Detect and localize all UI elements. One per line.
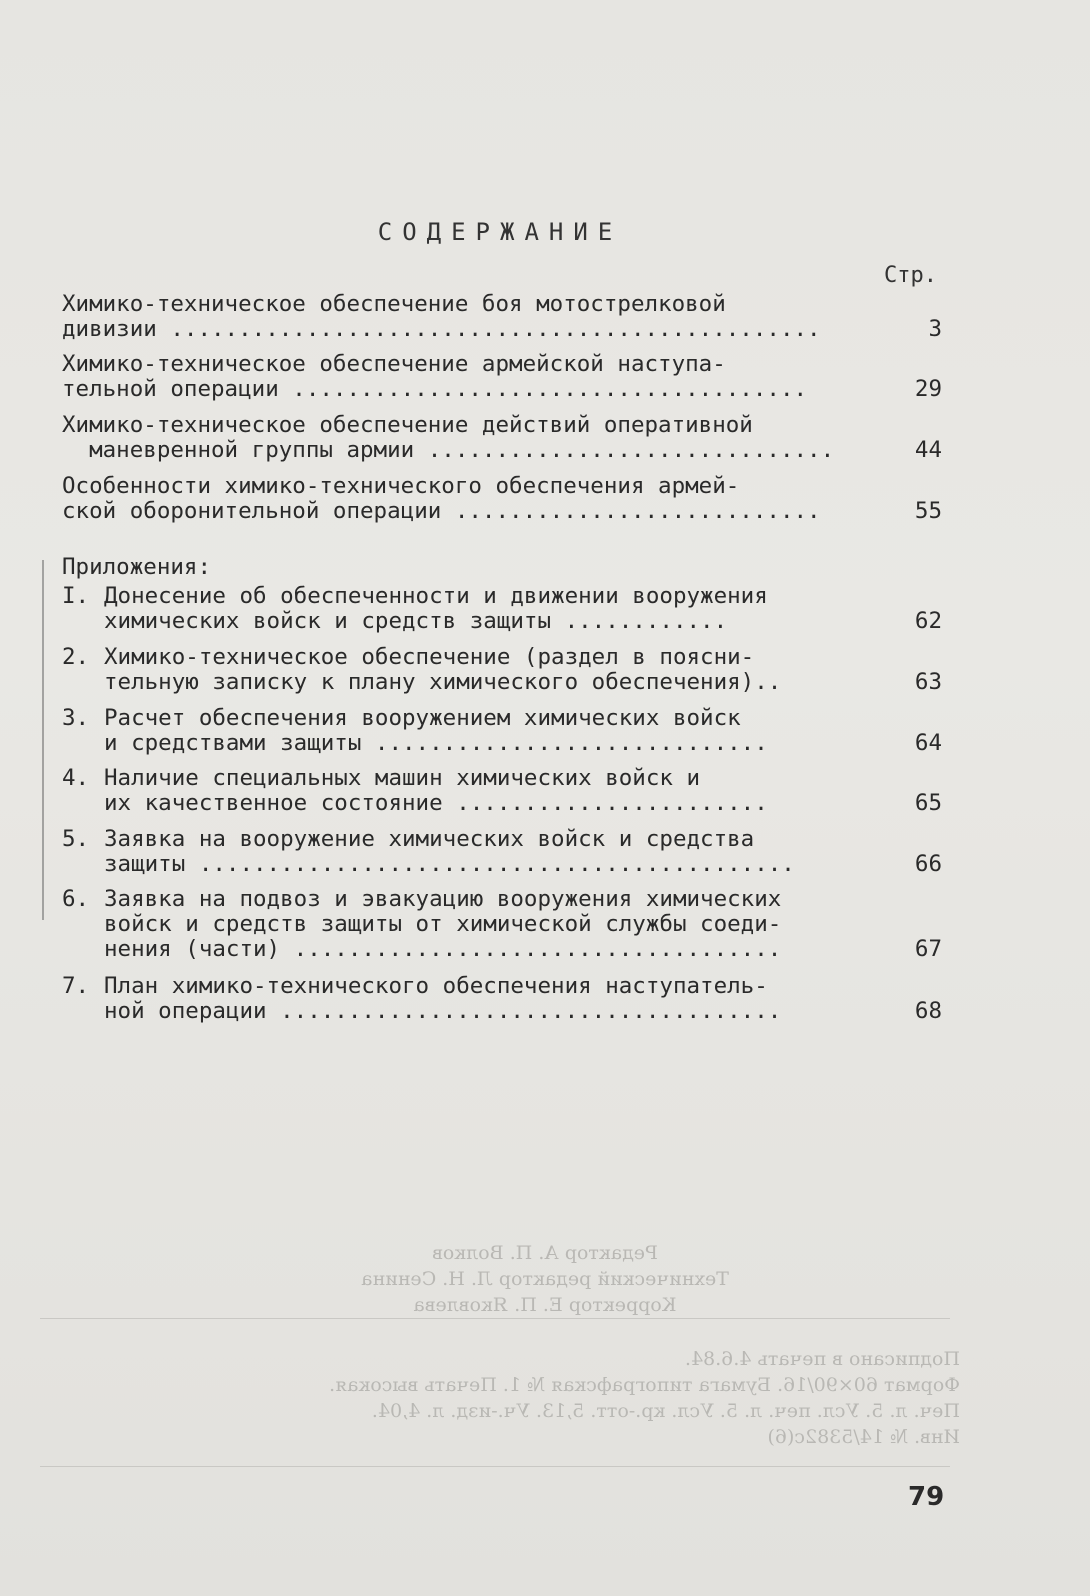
margin-pencil-line [42, 560, 44, 920]
appendix-entry[interactable] [62, 827, 942, 877]
appendix-heading: Приложения: [62, 554, 212, 580]
appendix-entry[interactable] [62, 645, 942, 695]
appendix-page: 62 [914, 608, 942, 634]
appendix-line: тельную записку к плану химического обеспечения).. [104, 669, 782, 695]
appendix-number: 2. [62, 644, 90, 670]
appendix-entry[interactable] [62, 974, 942, 1024]
imprint-staff-line: Технический редактор Л. Н. Сенина [361, 1268, 729, 1290]
page-column-header: Стр. [884, 263, 937, 288]
page-title: СОДЕРЖАНИЕ [377, 218, 623, 246]
toc-entry-page: 44 [914, 437, 942, 463]
appendix-line: Расчет обеспечения вооружением химических войск [104, 705, 741, 731]
toc-entry[interactable] [62, 413, 942, 463]
imprint-detail-line: Подписано в печать 4.6.84. [684, 1348, 960, 1370]
appendix-page: 68 [914, 998, 942, 1024]
imprint-rule [40, 1466, 950, 1467]
appendix-page: 64 [914, 730, 942, 756]
toc-entry[interactable] [62, 474, 942, 524]
toc-entry-line: тельной операции ...................................... [62, 376, 808, 402]
imprint-detail-line: Инв. № 14/5382с(6) [767, 1426, 960, 1448]
toc-entry-line: Химико-техническое обеспечение боя мотострелковой [62, 291, 726, 317]
appendix-entry[interactable] [62, 766, 942, 816]
appendix-page: 67 [914, 936, 942, 962]
appendix-line: План химико-технического обеспечения наступатель- [104, 973, 768, 999]
toc-entry-line: Особенности химико-технического обеспечения армей- [62, 473, 740, 499]
imprint-staff-line: Корректор Е. П. Яковлева [413, 1294, 677, 1316]
appendix-number: 6. [62, 886, 90, 912]
toc-entry-page: 29 [914, 376, 942, 402]
appendix-entry[interactable] [62, 887, 942, 962]
appendix-line: нения (части) .................................... [104, 936, 782, 962]
appendix-number: 7. [62, 973, 90, 999]
toc-entry-line: Химико-техническое обеспечение действий оперативной [62, 412, 753, 438]
imprint-detail-line: Печ. л. 5. Усл. печ. л. 5. Усл. кр.-отт. 5,13. Уч.-изд. л. 4,04. [371, 1400, 960, 1422]
appendix-number: 3. [62, 705, 90, 731]
appendix-line: Химико-техническое обеспечение (раздел в поясни- [104, 644, 755, 670]
imprint-detail-line: Формат 60×90/16. Бумага типографская № 1. Печать высокая. [329, 1374, 960, 1396]
appendix-number: 5. [62, 826, 90, 852]
appendix-line: войск и средств защиты от химической службы соеди- [104, 911, 782, 937]
appendix-line: Заявка на подвоз и эвакуацию вооружения химических [104, 886, 782, 912]
appendix-entry[interactable] [62, 706, 942, 756]
appendix-line: химических войск и средств защиты ............ [104, 608, 728, 634]
appendix-page: 66 [914, 851, 942, 877]
imprint-staff-line: Редактор А. П. Волков [432, 1242, 658, 1264]
appendix-line: ной операции ..................................... [104, 998, 782, 1024]
appendix-page: 65 [914, 790, 942, 816]
appendix-line: Донесение об обеспеченности и движении вооружения [104, 583, 768, 609]
toc-entry[interactable] [62, 352, 942, 402]
toc-entry-page: 3 [928, 316, 942, 342]
page-number: 79 [908, 1482, 945, 1512]
appendix-line: Заявка на вооружение химических войск и средства [104, 826, 755, 852]
toc-entry[interactable] [62, 292, 942, 342]
appendix-entry[interactable] [62, 584, 942, 634]
appendix-page: 63 [914, 669, 942, 695]
toc-entry-page: 55 [914, 498, 942, 524]
bleed-through-imprint [70, 1240, 1020, 1450]
appendix-line: их качественное состояние ....................... [104, 790, 768, 816]
appendix-line: и средствами защиты ............................. [104, 730, 768, 756]
toc-entry-line: маневренной группы армии .............................. [62, 437, 835, 463]
appendix-number: I. [62, 583, 90, 609]
appendix-line: Наличие специальных машин химических войск и [104, 765, 701, 791]
toc-entry-line: Химико-техническое обеспечение армейской наступа- [62, 351, 726, 377]
toc-entry-line: дивизии ................................................ [62, 316, 821, 342]
appendix-line: защиты ............................................ [104, 851, 795, 877]
toc-entry-line: ской оборонительной операции ........................... [62, 498, 821, 524]
appendix-number: 4. [62, 765, 90, 791]
